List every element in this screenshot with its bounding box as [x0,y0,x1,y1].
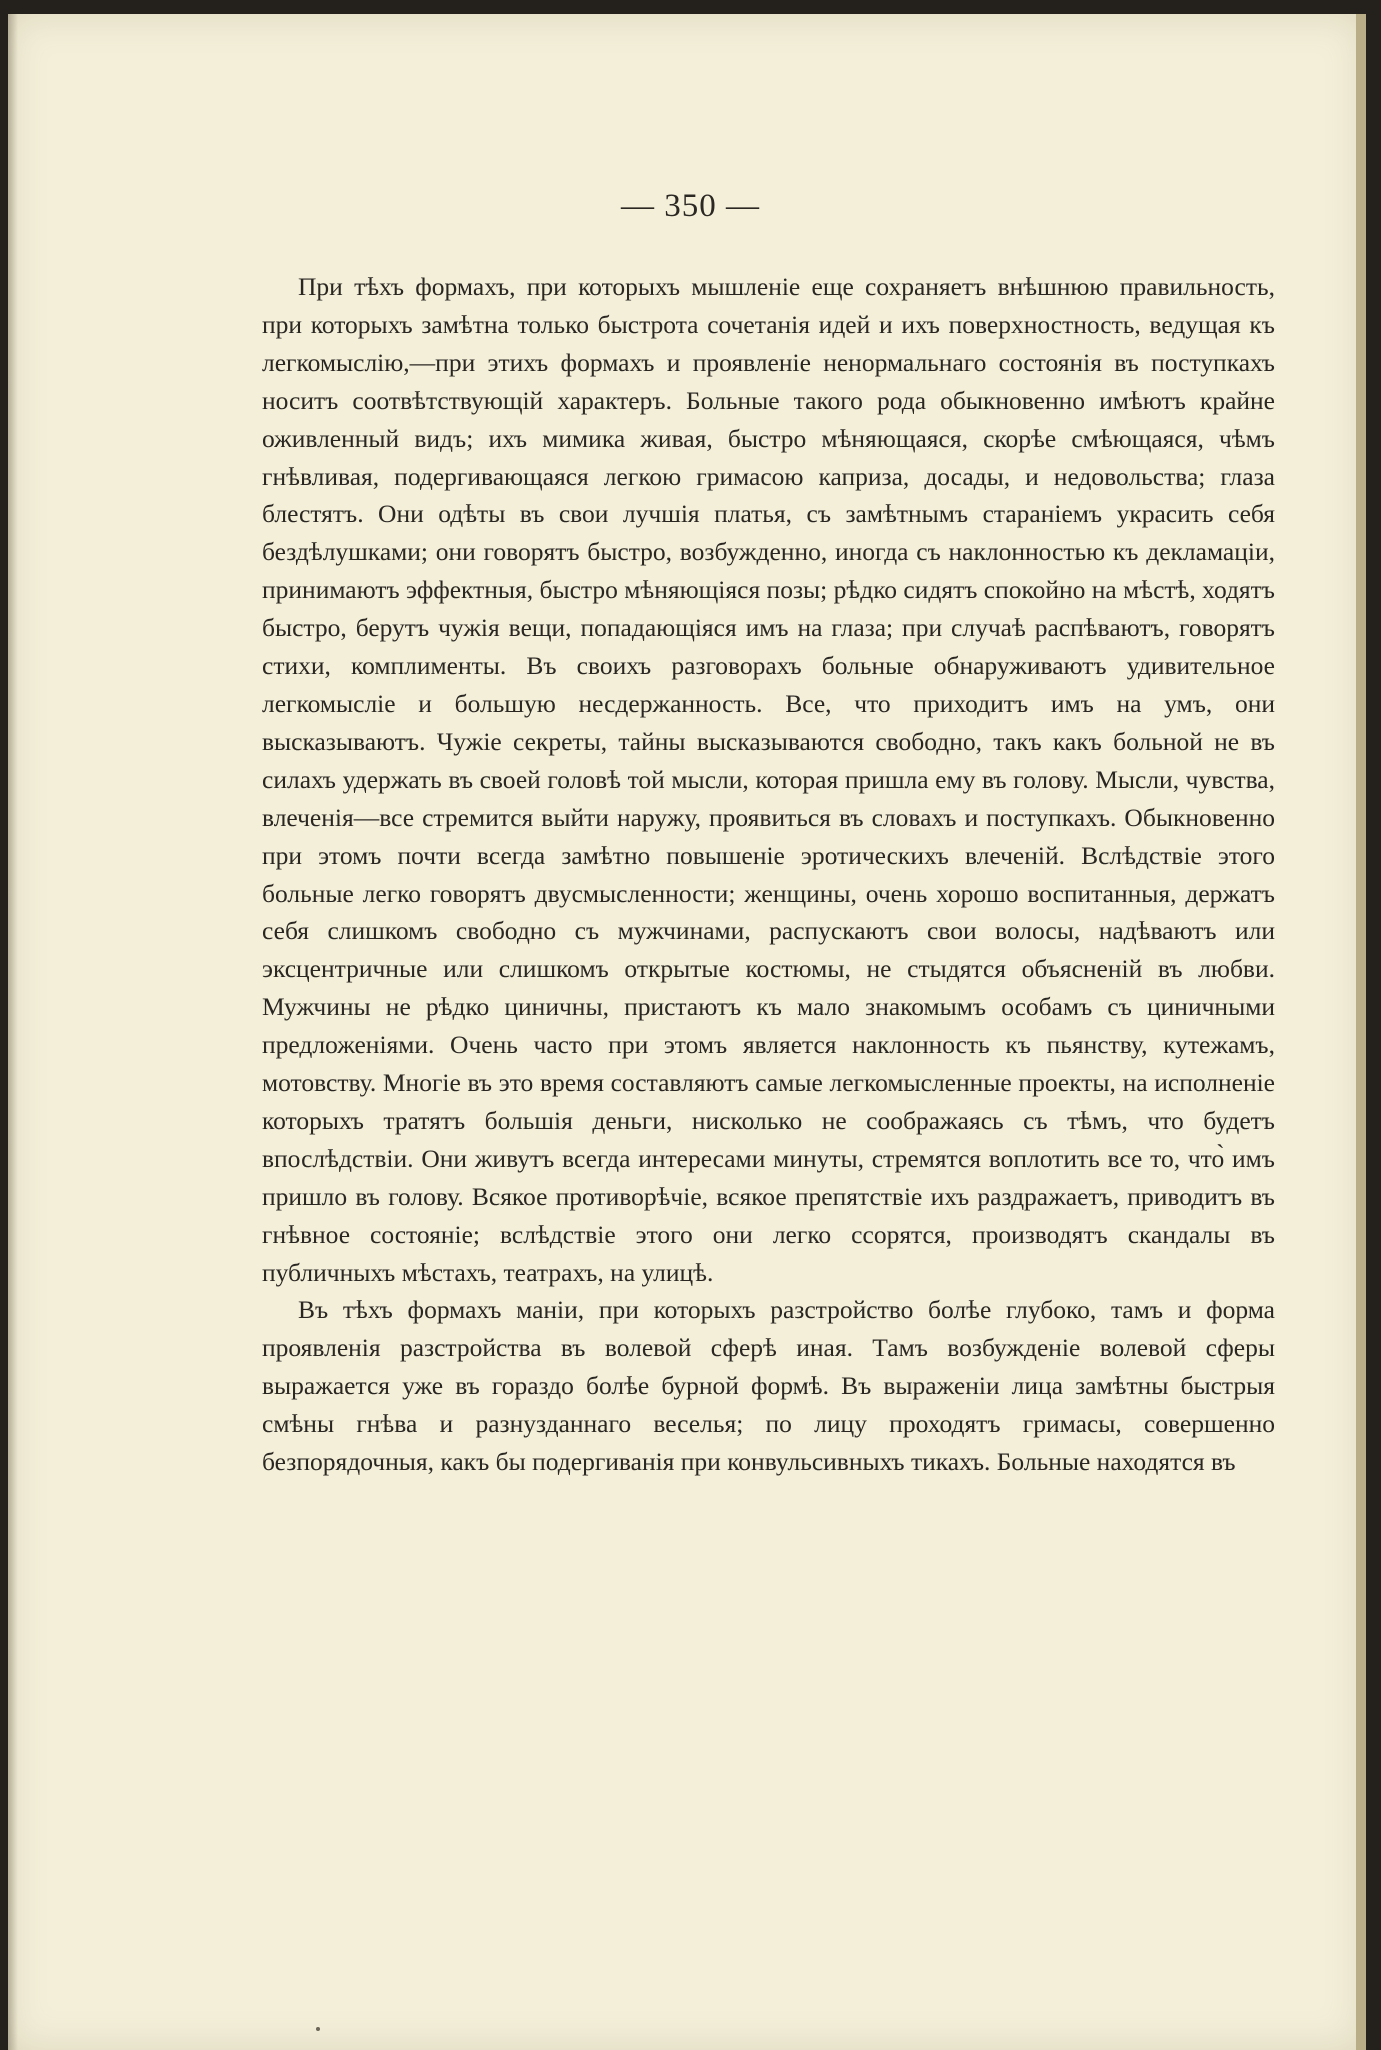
paragraph: Въ тѣхъ формахъ маніи, при которыхъ разстройство болѣе глубоко, тамъ и форма проявленія разстройства въ волевой сферѣ иная. Тамъ возбужденіе волевой сферы выражается уже въ гораздо болѣе бурной формѣ. Въ выраженіи лица замѣтны быстрыя смѣны гнѣва и разнузданнаго веселья; по лицу проходятъ гримасы, совершенно безпорядочныя, какъ бы подергиванія при конвульсивныхъ тикахъ. Больные находятся въ [262,1295,1275,1477]
ink-speck [316,2027,320,2031]
paragraph: При тѣхъ формахъ, при которыхъ мышленіе еще сохраняетъ внѣшнюю правильность, при которыхъ замѣтна только быстрота сочетанія идей и ихъ поверхностность, ведущая къ легкомыслію,—при этихъ формахъ и проявленіе ненормальнаго состоянія въ поступкахъ носитъ соотвѣтствующій характеръ. Больные такого рода обыкновенно имѣютъ крайне оживленный видъ; ихъ мимика живая, быстро мѣняющаяся, скорѣе смѣющаяся, чѣмъ гнѣвливая, подергивающаяся легкою гримасою каприза, досады, и недовольства; глаза блестятъ. Они одѣты въ свои лучшія платья, съ замѣтнымъ стараніемъ украсить себя бездѣлушками; они говорятъ быстро, возбужденно, иногда съ наклонностью къ декламаціи, принимаютъ эффектныя, быстро мѣняющіяся позы; рѣдко сидятъ спокойно на мѣстѣ, ходятъ быстро, берутъ чужія вещи, попадающіяся имъ на глаза; при случаѣ распѣваютъ, говорятъ стихи, комплименты. Въ своихъ разговорахъ больные обнаруживаютъ удивительное легкомысліе и большую несдержанность. Все, что приходитъ имъ на умъ, они высказываютъ. Чужіе секреты, тайны высказываются свободно, такъ какъ больной не въ силахъ удержать въ своей головѣ той мысли, которая пришла ему въ голову. Мысли, чувства, влеченія—все стремится выйти наружу, проявиться въ словахъ и поступкахъ. Обыкновенно при этомъ почти всегда замѣтно повышеніе эротическихъ влеченій. Вслѣдствіе этого больные легко говорятъ двусмысленности; женщины, очень хорошо воспитанныя, держатъ себя слишкомъ свободно съ мужчинами, распускаютъ свои волосы, надѣваютъ или эксцентричные или слишкомъ открытые костюмы, не стыдятся объясненій въ любви. Мужчины не рѣдко циничны, пристаютъ къ мало знакомымъ особамъ съ циничными предложеніями. Очень часто при этомъ является наклонность къ пьянству, кутежамъ, мотовству. Многіе въ это время составляютъ самые легкомысленные проекты, на исполненіе которыхъ тратятъ большія деньги, нисколько не соображаясь съ тѣмъ, что будетъ впослѣдствіи. Они живутъ всегда интересами минуты, стремятся воплотить все то, что̀ имъ пришло въ голову. Всякое противорѣчіе, всякое препятствіе ихъ раздражаетъ, приводитъ въ гнѣвное состояніе; вслѣдствіе этого они легко ссорятся, производятъ скандалы въ публичныхъ мѣстахъ, театрахъ, на улицѣ. [262,272,1275,1287]
page-number: — 350 — [621,188,760,224]
body-text [262,268,1275,1481]
page-edge [1356,14,1366,2050]
page-binding-shadow [8,14,18,2050]
